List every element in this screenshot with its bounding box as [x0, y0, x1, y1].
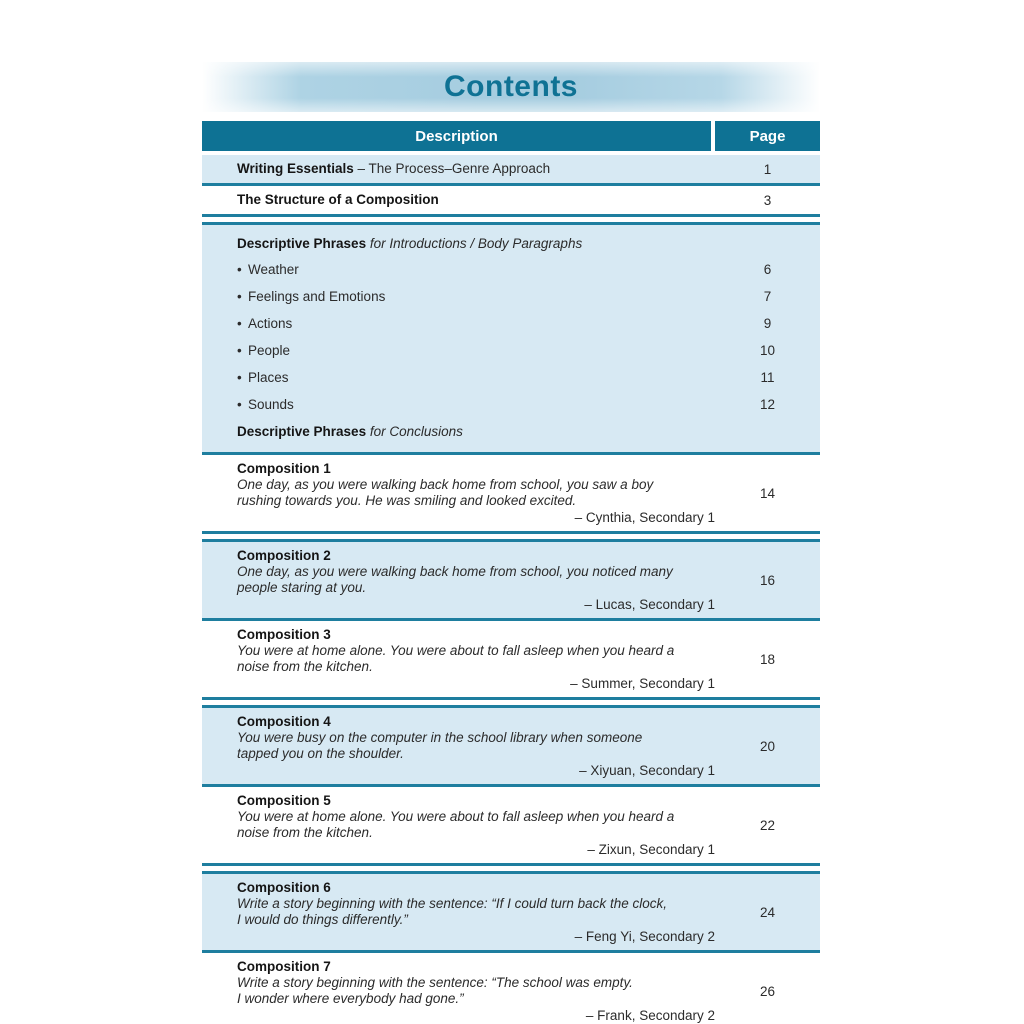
page-number: 14 — [759, 485, 776, 501]
page-number: 1 — [763, 161, 772, 177]
bullet-icon: • — [237, 397, 242, 412]
composition-author: – Xiyuan, Secondary 1 — [579, 763, 715, 778]
bullet-item — [202, 337, 820, 364]
page-number: 3 — [763, 192, 772, 208]
bullet-label: People — [248, 343, 291, 358]
composition-title: Composition 3 — [237, 627, 331, 642]
composition-prompt-line: I would do things differently.” — [237, 912, 408, 927]
bullet-label: Actions — [248, 316, 293, 331]
section-heading — [202, 225, 820, 256]
page-number: 18 — [759, 651, 776, 667]
composition-title: Composition 2 — [237, 548, 331, 563]
bullet-item — [202, 310, 820, 337]
toc-row-simple — [202, 155, 820, 186]
row-label-bold: The Structure of a Composition — [237, 192, 439, 207]
page-number: 9 — [763, 316, 772, 331]
page-number: 7 — [763, 289, 772, 304]
toc-row-simple — [202, 186, 820, 217]
row-label — [237, 161, 550, 177]
bullet-icon: • — [237, 343, 242, 358]
page-column-header: Page — [715, 121, 820, 151]
composition-author: – Cynthia, Secondary 1 — [574, 510, 715, 525]
composition-prompt-line: rushing towards you. He was smiling and looked excited. — [237, 493, 577, 508]
composition-prompt-line: noise from the kitchen. — [237, 825, 373, 840]
page-number: 11 — [760, 370, 775, 385]
bullet-label: Weather — [248, 262, 299, 277]
page-number: 26 — [759, 983, 776, 999]
page-number: 10 — [759, 343, 776, 358]
composition-prompt-line: One day, as you were walking back home from school, you saw a boy — [237, 477, 654, 492]
composition-prompt-line: One day, as you were walking back home from school, you noticed many — [237, 564, 673, 579]
bullet-item — [202, 391, 820, 418]
composition-author: – Frank, Secondary 2 — [585, 1008, 715, 1023]
row-label — [237, 192, 439, 208]
bullet-label: Places — [248, 370, 289, 385]
bullet-icon: • — [237, 289, 242, 304]
toc-row-composition — [202, 871, 820, 953]
page-content — [202, 62, 820, 1024]
composition-title: Composition 6 — [237, 880, 331, 895]
bullet-item — [202, 283, 820, 310]
page-number: 12 — [759, 397, 776, 412]
bullet-icon: • — [237, 316, 242, 331]
composition-prompt-line: Write a story beginning with the sentence: “If I could turn back the clock, — [237, 896, 667, 911]
bullet-label: Feelings and Emotions — [248, 289, 386, 304]
composition-author: – Zixun, Secondary 1 — [587, 842, 715, 857]
bullet-icon: • — [237, 262, 242, 277]
composition-prompt-line: Write a story beginning with the sentence: “The school was empty. — [237, 975, 633, 990]
section-heading-bold: Descriptive Phrases — [237, 236, 367, 251]
composition-prompt-line: I wonder where everybody had gone.” — [237, 991, 464, 1006]
section-heading-italic: for Introductions / Body Paragraphs — [366, 236, 583, 251]
bullet-icon: • — [237, 370, 242, 385]
contents-title-band — [202, 62, 820, 112]
composition-author: – Summer, Secondary 1 — [570, 676, 715, 691]
composition-title: Composition 7 — [237, 959, 331, 974]
description-column-header: Description — [202, 121, 711, 151]
page-number: 20 — [759, 738, 776, 754]
composition-author: – Feng Yi, Secondary 2 — [574, 929, 715, 944]
page-number: 6 — [763, 262, 772, 277]
section-heading-bold: Descriptive Phrases — [237, 424, 367, 439]
bullet-item — [202, 256, 820, 283]
bullet-label: Sounds — [248, 397, 294, 412]
toc-row-composition — [202, 455, 820, 534]
composition-prompt-line: people staring at you. — [237, 580, 367, 595]
toc-row-composition — [202, 621, 820, 700]
composition-prompt-line: You were at home alone. You were about to fall asleep when you heard a — [237, 809, 675, 824]
bullet-item — [202, 364, 820, 391]
composition-prompt-line: noise from the kitchen. — [237, 659, 373, 674]
composition-prompt-line: tapped you on the shoulder. — [237, 746, 404, 761]
composition-title: Composition 1 — [237, 461, 331, 476]
toc-row-composition — [202, 539, 820, 621]
composition-title: Composition 5 — [237, 793, 331, 808]
composition-author: – Lucas, Secondary 1 — [584, 597, 715, 612]
toc-row-composition — [202, 953, 820, 1024]
composition-title: Composition 4 — [237, 714, 331, 729]
table-body — [202, 155, 820, 1024]
toc-row-section — [202, 222, 820, 455]
page-number: 22 — [759, 817, 776, 833]
composition-prompt-line: You were at home alone. You were about to fall asleep when you heard a — [237, 643, 675, 658]
row-label-bold: Writing Essentials — [237, 161, 354, 176]
toc-row-composition — [202, 787, 820, 866]
section-heading — [202, 418, 820, 452]
section-heading-italic: for Conclusions — [366, 424, 463, 439]
page-number: 16 — [759, 572, 776, 588]
page-title: Contents — [444, 70, 578, 103]
toc-row-composition — [202, 705, 820, 787]
composition-prompt-line: You were busy on the computer in the school library when someone — [237, 730, 643, 745]
page-number: 24 — [759, 904, 776, 920]
row-label-rest: – The Process–Genre Approach — [353, 161, 551, 176]
contents-table — [202, 121, 820, 1024]
table-header-row — [202, 121, 820, 151]
